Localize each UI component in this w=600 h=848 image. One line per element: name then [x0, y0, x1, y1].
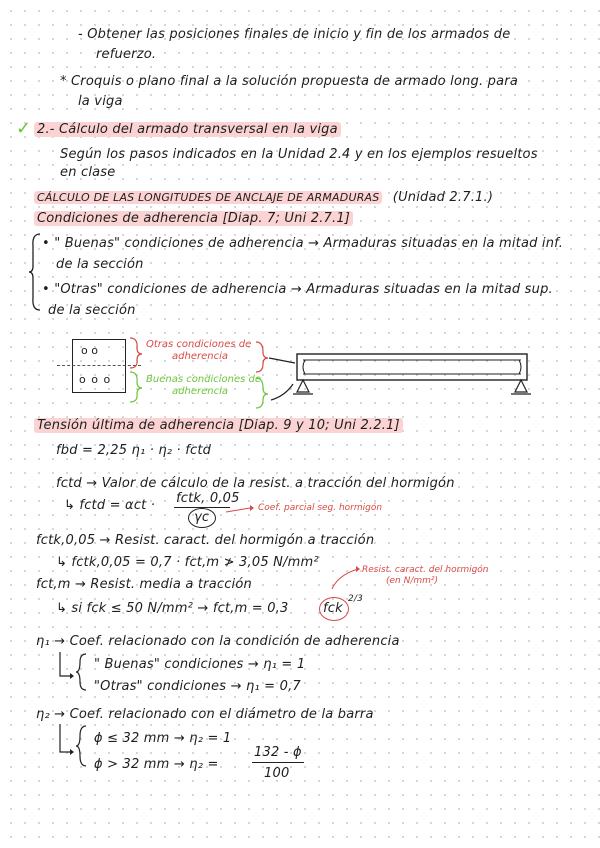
section2-line-2: en clase — [60, 165, 116, 180]
adherencia-subheading-text: Condiciones de adherencia [Diap. 7; Uni 2.7.1] — [34, 211, 353, 226]
fctd-denominator: γc — [194, 510, 210, 525]
coef-arrow-icon — [224, 502, 254, 516]
eta1-brace-icon — [58, 652, 98, 696]
section2-title-text: 2.- Cálculo del armado transversal en la viga — [34, 122, 341, 137]
fctm-formula: ↳ si fck ≤ 50 N/mm² → fct,m = 0,3 — [56, 601, 289, 616]
resist-caract-note-1: Resist. caract. del hormigón — [362, 565, 489, 575]
eta1-otras: "Otras" condiciones → η₁ = 0,7 — [94, 679, 301, 694]
otras-label-2: adherencia — [172, 351, 228, 362]
eta2-numerator: 132 - ϕ — [254, 745, 302, 760]
anclaje-heading: CÁLCULO DE LAS LONGITUDES DE ANCLAJE DE ARMADURAS — [34, 191, 382, 204]
checkmark-icon: ✓ — [16, 118, 32, 139]
buenas-condiciones-line-2: de la sección — [56, 257, 144, 272]
cross-section-diagram — [72, 339, 126, 393]
eta2-fraction-bar — [252, 762, 304, 763]
fctk-formula: ↳ fctk,0,05 = 0,7 · fct,m ≯ 3,05 N/mm² — [56, 555, 319, 570]
adherencia-subheading — [34, 211, 353, 226]
section2-line-1: Según los pasos indicados en la Unidad 2.4 y en los ejemplos resueltos — [60, 147, 538, 162]
coef-parcial-note: Coef. parcial seg. hormigón — [258, 503, 383, 513]
tension-heading — [34, 418, 403, 433]
resist-caract-note-2: (en N/mm²) — [386, 576, 439, 586]
top-line-2: refuerzo. — [96, 47, 157, 62]
fctd-definition: fctd → Valor de cálculo de la resist. a tracción del hormigón — [56, 476, 455, 491]
beam-diagram — [255, 336, 555, 416]
fctd-numerator: fctk, 0,05 — [176, 491, 240, 506]
eta2-brace-icon — [58, 724, 98, 774]
eta2-case-1: ϕ ≤ 32 mm → η₂ = 1 — [94, 731, 232, 746]
otras-label-1: Otras condiciones de — [146, 339, 252, 350]
fctk-definition: fctk,0,05 → Resist. caract. del hormigón a tracción — [36, 533, 375, 548]
tension-heading-text: Tensión última de adherencia [Diap. 9 y 10; Uni 2.2.1] — [34, 418, 403, 433]
top-line-3: * Croquis o plano final a la solución propuesta de armado long. para — [60, 74, 518, 89]
eta2-definition: η₂ → Coef. relacionado con el diámetro de la barra — [36, 707, 374, 722]
buenas-label-2: adherencia — [172, 386, 228, 397]
fck-circled: fck — [323, 601, 343, 616]
otras-condiciones-line-1: • "Otras" condiciones de adherencia → Armaduras situadas en la mitad sup. — [42, 282, 553, 297]
fctd-formula-lhs: ↳ fctd = αct · — [64, 498, 156, 513]
eta1-definition: η₁ → Coef. relacionado con la condición de adherencia — [36, 634, 400, 649]
anclaje-heading-line — [34, 190, 493, 205]
fbd-formula: fbd = 2,25 η₁ · η₂ · fctd — [56, 443, 212, 458]
top-bars: o o — [81, 344, 98, 357]
section2-title — [34, 122, 341, 137]
buenas-condiciones-line-1: • " Buenas" condiciones de adherencia → Armaduras situadas en la mitad inf. — [42, 236, 564, 251]
otras-condiciones-line-2: de la sección — [48, 303, 136, 318]
eta2-denominator: 100 — [264, 766, 290, 781]
fctm-definition: fct,m → Resist. media a tracción — [36, 577, 252, 592]
exponent: 2/3 — [348, 594, 364, 604]
eta1-buenas: " Buenas" condiciones → η₁ = 1 — [94, 657, 306, 672]
top-line-1: - Obtener las posiciones finales de inicio y fin de los armados de — [78, 27, 511, 42]
anclaje-heading-ref: (Unidad 2.7.1.) — [392, 190, 494, 205]
figure-braces — [128, 336, 148, 406]
buenas-label-1: Buenas condiciones de — [146, 374, 262, 385]
resist-arrow-icon — [330, 565, 360, 593]
bottom-bars: o o o — [79, 373, 112, 386]
top-line-4: la viga — [78, 94, 123, 109]
eta2-case-2-lhs: ϕ > 32 mm → η₂ = — [94, 757, 219, 772]
